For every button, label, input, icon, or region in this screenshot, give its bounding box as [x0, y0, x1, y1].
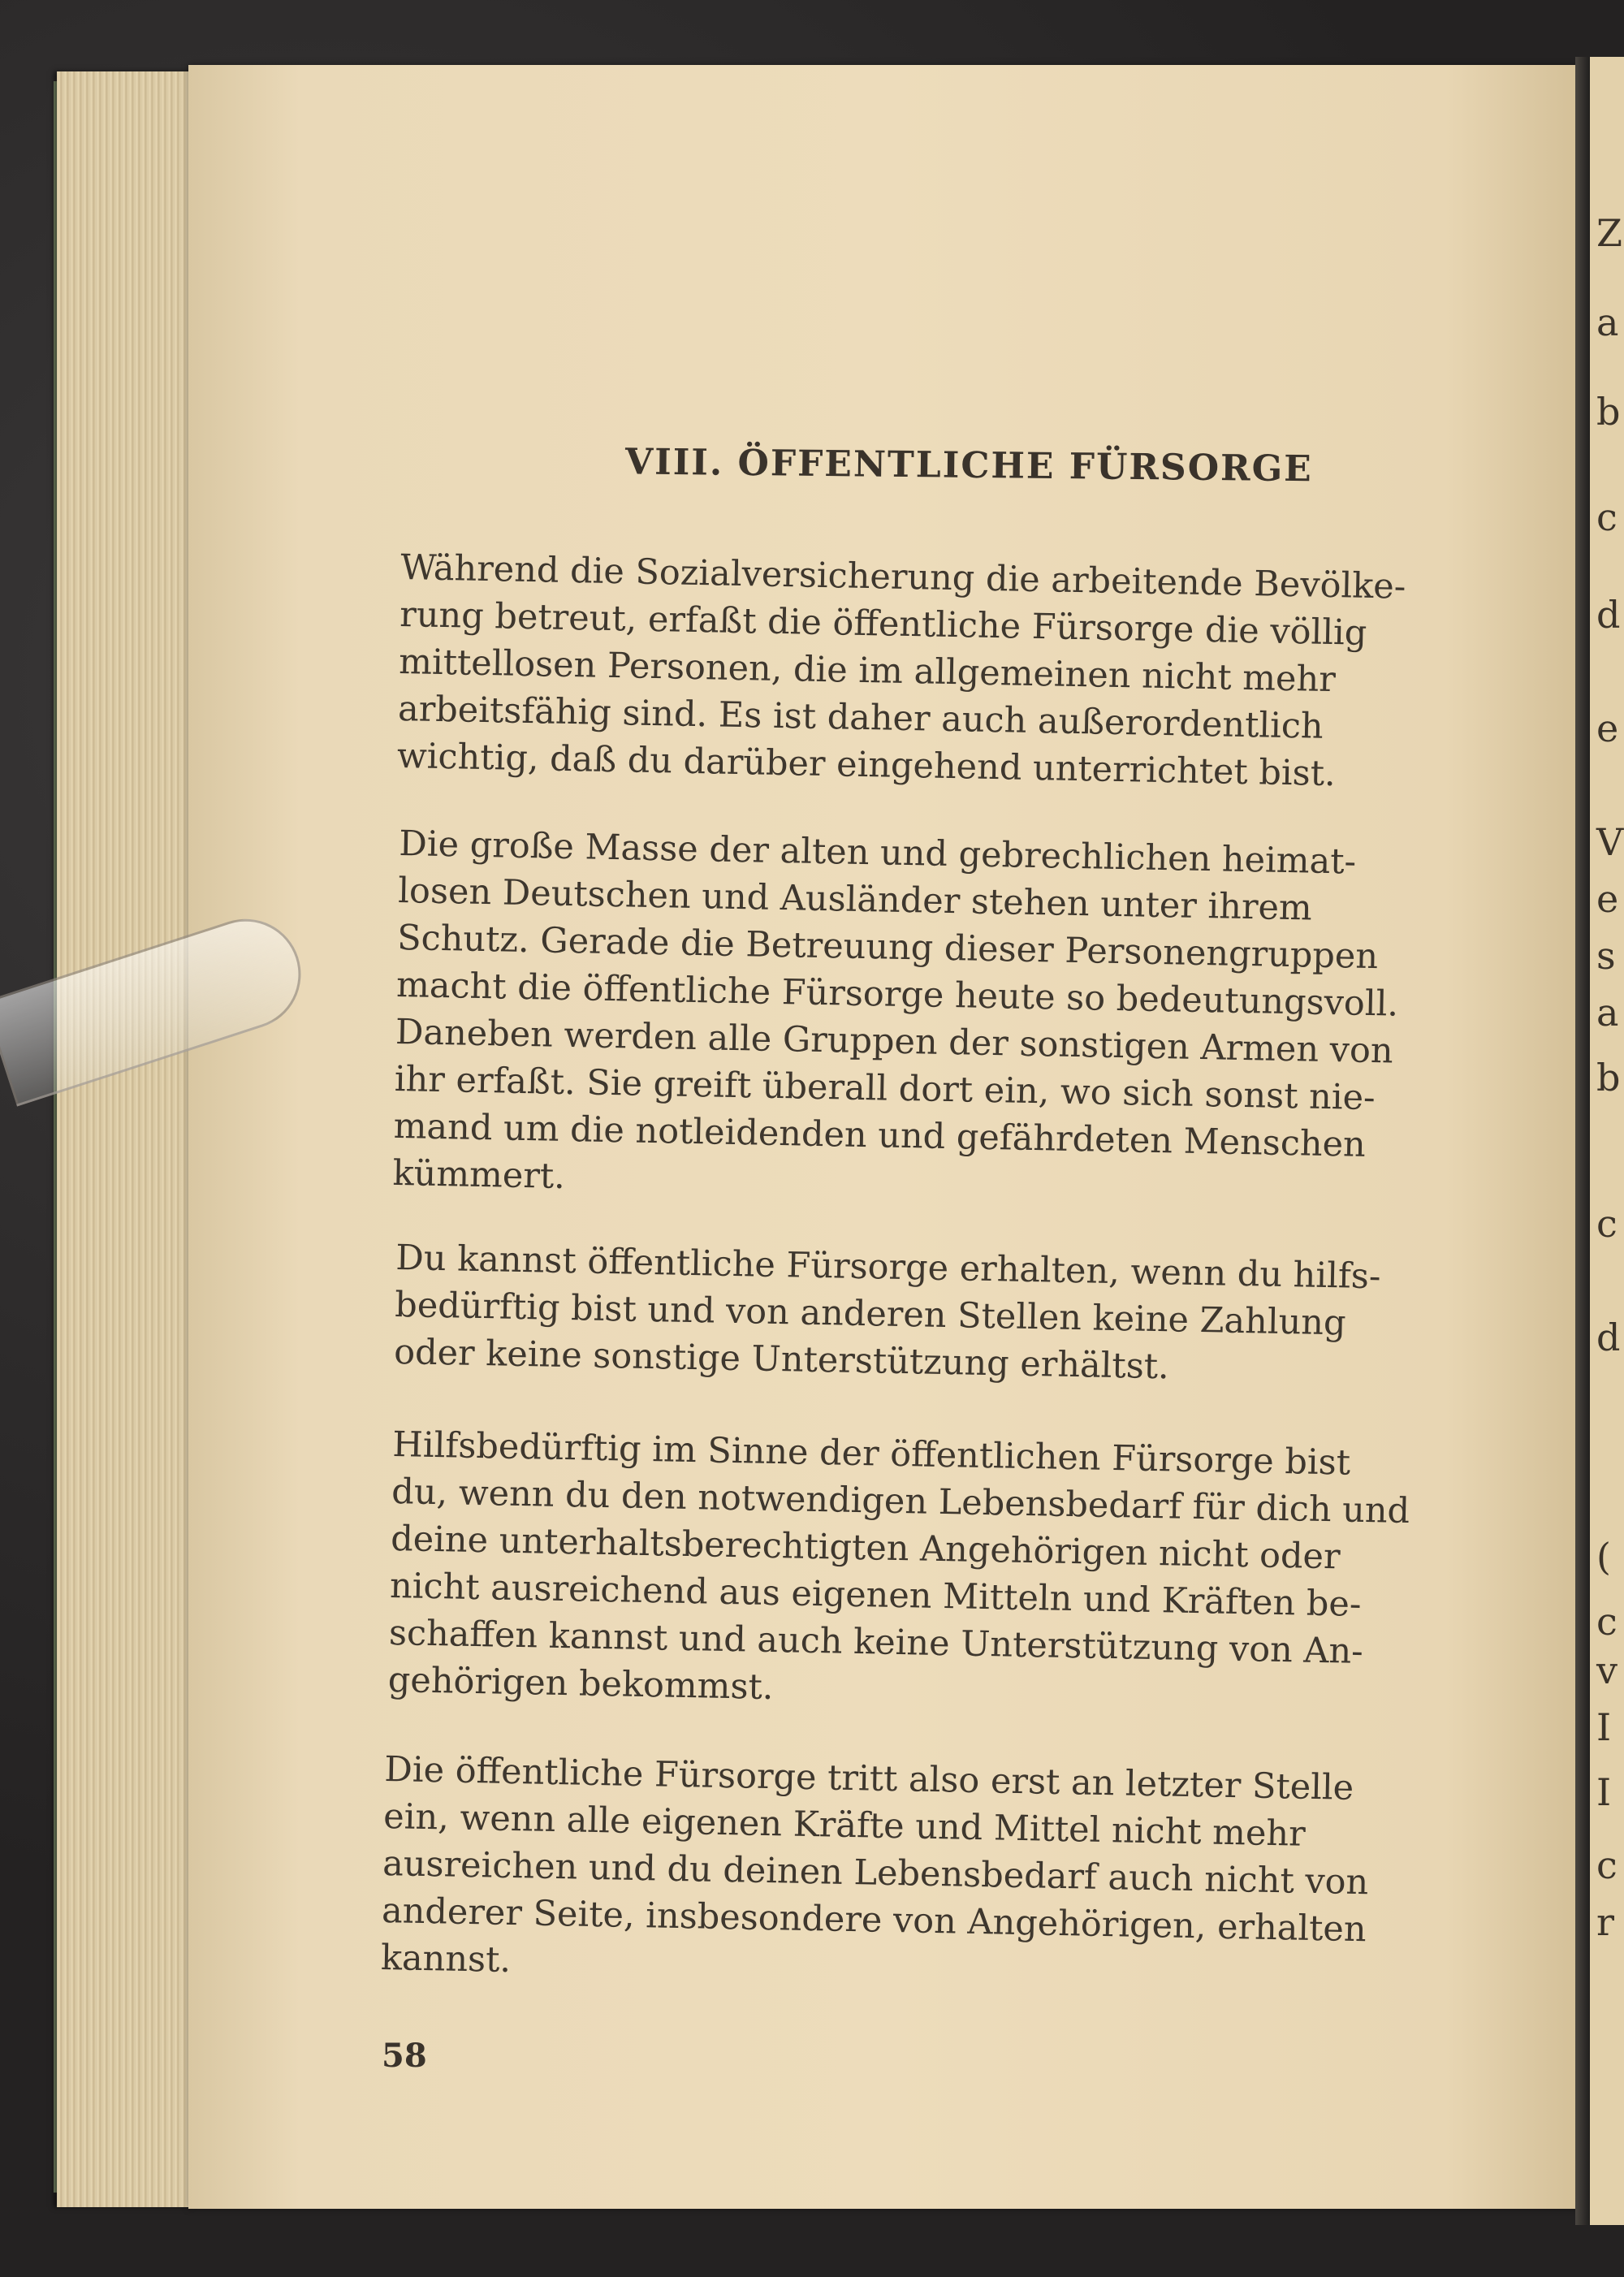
text-line: arbeitsfähig sind. Es ist daher auch außerordentlich: [397, 688, 1324, 747]
text-line: mittellosen Personen, die im allgemeinen nicht mehr: [398, 641, 1337, 701]
facing-page-letter: d: [1596, 593, 1621, 637]
text-line: Du kannst öffentliche Fürsorge erhalten, wenn du hilfs-: [395, 1237, 1381, 1298]
facing-page-letter: r: [1596, 1900, 1614, 1944]
facing-page-edge: [1590, 57, 1624, 2225]
text-line: schaffen kannst und auch keine Unterstützung von An-: [388, 1612, 1364, 1672]
text-line: losen Deutschen und Ausländer stehen unter ihrem: [397, 870, 1313, 929]
text-line: wichtig, daß du darüber eingehend unterrichtet bist.: [396, 735, 1337, 795]
text-line: deine unterhaltsberechtigten Angehörigen nicht oder: [390, 1518, 1341, 1578]
text-line: ausreichen und du deinen Lebensbedarf auch nicht von: [382, 1843, 1369, 1903]
facing-page-letter: s: [1596, 934, 1616, 978]
facing-page-letter: I: [1596, 1770, 1612, 1814]
facing-page-letter: (: [1596, 1535, 1611, 1579]
text-line: Daneben werden alle Gruppen der sonstigen Armen von: [395, 1011, 1394, 1072]
text-line: Die öffentliche Fürsorge tritt also erst an letzter Stelle: [383, 1748, 1354, 1808]
text-line: bedürftig bist und von anderen Stellen keine Zahlung: [394, 1284, 1347, 1344]
text-line: nicht ausreichend aus eigenen Mitteln und Kräften be-: [389, 1565, 1362, 1625]
facing-page-letter: d: [1596, 1316, 1621, 1359]
page-number: 58: [382, 2037, 427, 2075]
paragraph-4: [387, 1421, 1539, 1726]
paragraph-2: [392, 820, 1546, 1219]
text-line: anderer Seite, insbesondere von Angehörigen, erhalten: [381, 1890, 1367, 1951]
book-page-edges: [57, 71, 195, 2207]
facing-page-letter: e: [1596, 706, 1619, 750]
facing-page-letter: I: [1596, 1705, 1612, 1749]
facing-page-letter: a: [1596, 300, 1619, 344]
text-line: ihr erfaßt. Sie greift überall dort ein, wo sich sonst nie-: [394, 1058, 1376, 1119]
text-line: du, wenn du den notwendigen Lebensbedarf für dich und: [391, 1471, 1410, 1532]
text-line: ein, wenn alle eigenen Kräfte und Mittel nicht mehr: [382, 1795, 1307, 1855]
facing-page-letter: a: [1596, 991, 1619, 1035]
facing-page-letter: c: [1596, 1202, 1618, 1246]
text-line: Hilfsbedürftig im Sinne der öffentlichen Fürsorge bist: [391, 1424, 1351, 1484]
text-line: macht die öffentliche Fürsorge heute so bedeutungsvoll.: [395, 964, 1399, 1025]
facing-page-letter: e: [1596, 877, 1619, 921]
facing-page-letter: c: [1596, 495, 1618, 539]
text-line: Die große Masse der alten und gebrechlichen heimat-: [398, 823, 1357, 883]
facing-page-letter: V: [1596, 820, 1624, 864]
paragraph-3: [394, 1234, 1543, 1398]
text-line: oder keine sonstige Unterstützung erhältst.: [393, 1331, 1170, 1388]
book-gutter: [1575, 57, 1592, 2225]
text-line: kannst.: [380, 1937, 512, 1981]
chapter-heading: VIII. ÖFFENTLICHE FÜRSORGE: [624, 441, 1313, 490]
paragraph-5: [380, 1746, 1534, 2003]
facing-page-letter: v: [1596, 1648, 1618, 1692]
text-line: rung betreut, erfaßt die öffentliche Fürsorge die völlig: [399, 594, 1367, 654]
facing-page-letter: b: [1596, 1056, 1621, 1100]
facing-page-letter: b: [1596, 390, 1621, 434]
text-line: mand um die notleidenden und gefährdeten Menschen: [393, 1105, 1367, 1165]
text-line: Während die Sozialversicherung die arbeitende Bevölke-: [400, 547, 1406, 607]
text-line: kümmert.: [392, 1152, 566, 1197]
text-line: Schutz. Gerade die Betreuung dieser Personengruppen: [396, 917, 1379, 978]
paragraph-1: [396, 544, 1553, 801]
facing-page-letter: Z: [1596, 211, 1622, 255]
facing-page-letter: c: [1596, 1600, 1618, 1644]
facing-page-letter: c: [1596, 1843, 1618, 1887]
text-line: gehörigen bekommst.: [387, 1659, 774, 1709]
